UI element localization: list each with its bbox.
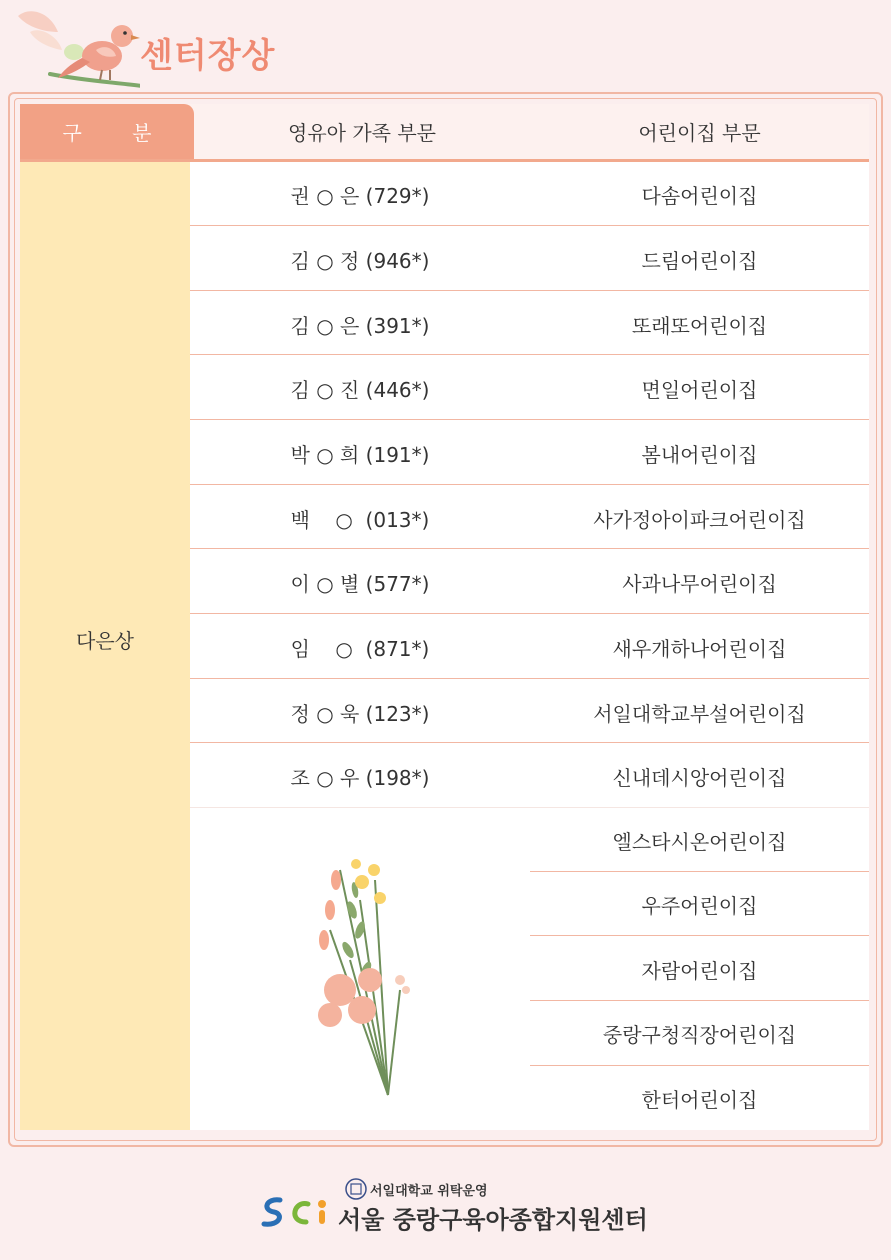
daycare-cell: 봄내어린이집 [641,442,758,467]
daycare-cell: 새우개하나어린이집 [612,636,787,661]
daycare-cell: 한터어린이집 [641,1087,758,1112]
daycare-cell: 중랑구청직장어린이집 [602,1022,797,1047]
row-divider [190,742,869,743]
family-cell: 이 ○ 별 (577*) [290,571,430,596]
daycare-cell: 다솜어린이집 [641,183,758,208]
bird-on-branch-icon [10,2,140,92]
daycare-cell: 서일대학교부설어린이집 [593,701,806,726]
family-cell: 박 ○ 희 (191*) [290,442,430,467]
flower-bouquet-illustration [300,840,430,1100]
daycare-cell: 또래또어린이집 [631,313,768,338]
footer-center-name: 서울 중랑구육아종합지원센터 [338,1206,648,1234]
family-cell: 조 ○ 우 (198*) [290,765,430,790]
row-divider [190,548,869,549]
row-divider [190,419,869,420]
daycare-cell: 신내데시앙어린이집 [612,765,787,790]
university-seal-icon [345,1178,367,1200]
row-divider [530,1065,869,1066]
daycare-cell: 사과나무어린이집 [622,571,777,596]
family-cell: 임 ○ (871*) [290,636,430,661]
row-divider [530,935,869,936]
daycare-cell: 자람어린이집 [641,958,758,983]
category-column-header: 구 분 [20,104,194,159]
family-column-header: 영유아 가족 부문 [288,121,436,145]
row-divider [190,484,869,485]
daycare-cell: 면일어린이집 [641,377,758,402]
row-divider [190,354,869,355]
center-logo-icon [258,1192,333,1232]
family-cell: 김 ○ 진 (446*) [290,377,430,402]
row-divider [190,678,869,679]
row-divider [190,807,869,808]
daycare-cell: 우주어린이집 [641,893,758,918]
daycare-cell: 엘스타시온어린이집 [612,829,787,854]
row-divider [530,871,869,872]
footer-operator-text: 서일대학교 위탁운영 [370,1184,488,1199]
row-divider [190,290,869,291]
family-cell: 권 ○ 은 (729*) [290,183,430,208]
family-cell: 백 ○ (013*) [290,507,430,532]
row-divider [530,1000,869,1001]
family-cell: 김 ○ 은 (391*) [290,313,430,338]
page-title: 센터장상 [140,36,276,76]
row-divider [190,225,869,226]
row-divider [190,613,869,614]
daycare-cell: 사가정아이파크어린이집 [593,507,806,532]
daycare-column-header: 어린이집 부문 [638,121,761,145]
daycare-cell: 드림어린이집 [641,248,758,273]
family-cell: 김 ○ 정 (946*) [290,248,430,273]
family-cell: 정 ○ 욱 (123*) [290,701,430,726]
page-header [0,0,891,92]
category-label: 다은상 [76,629,134,653]
